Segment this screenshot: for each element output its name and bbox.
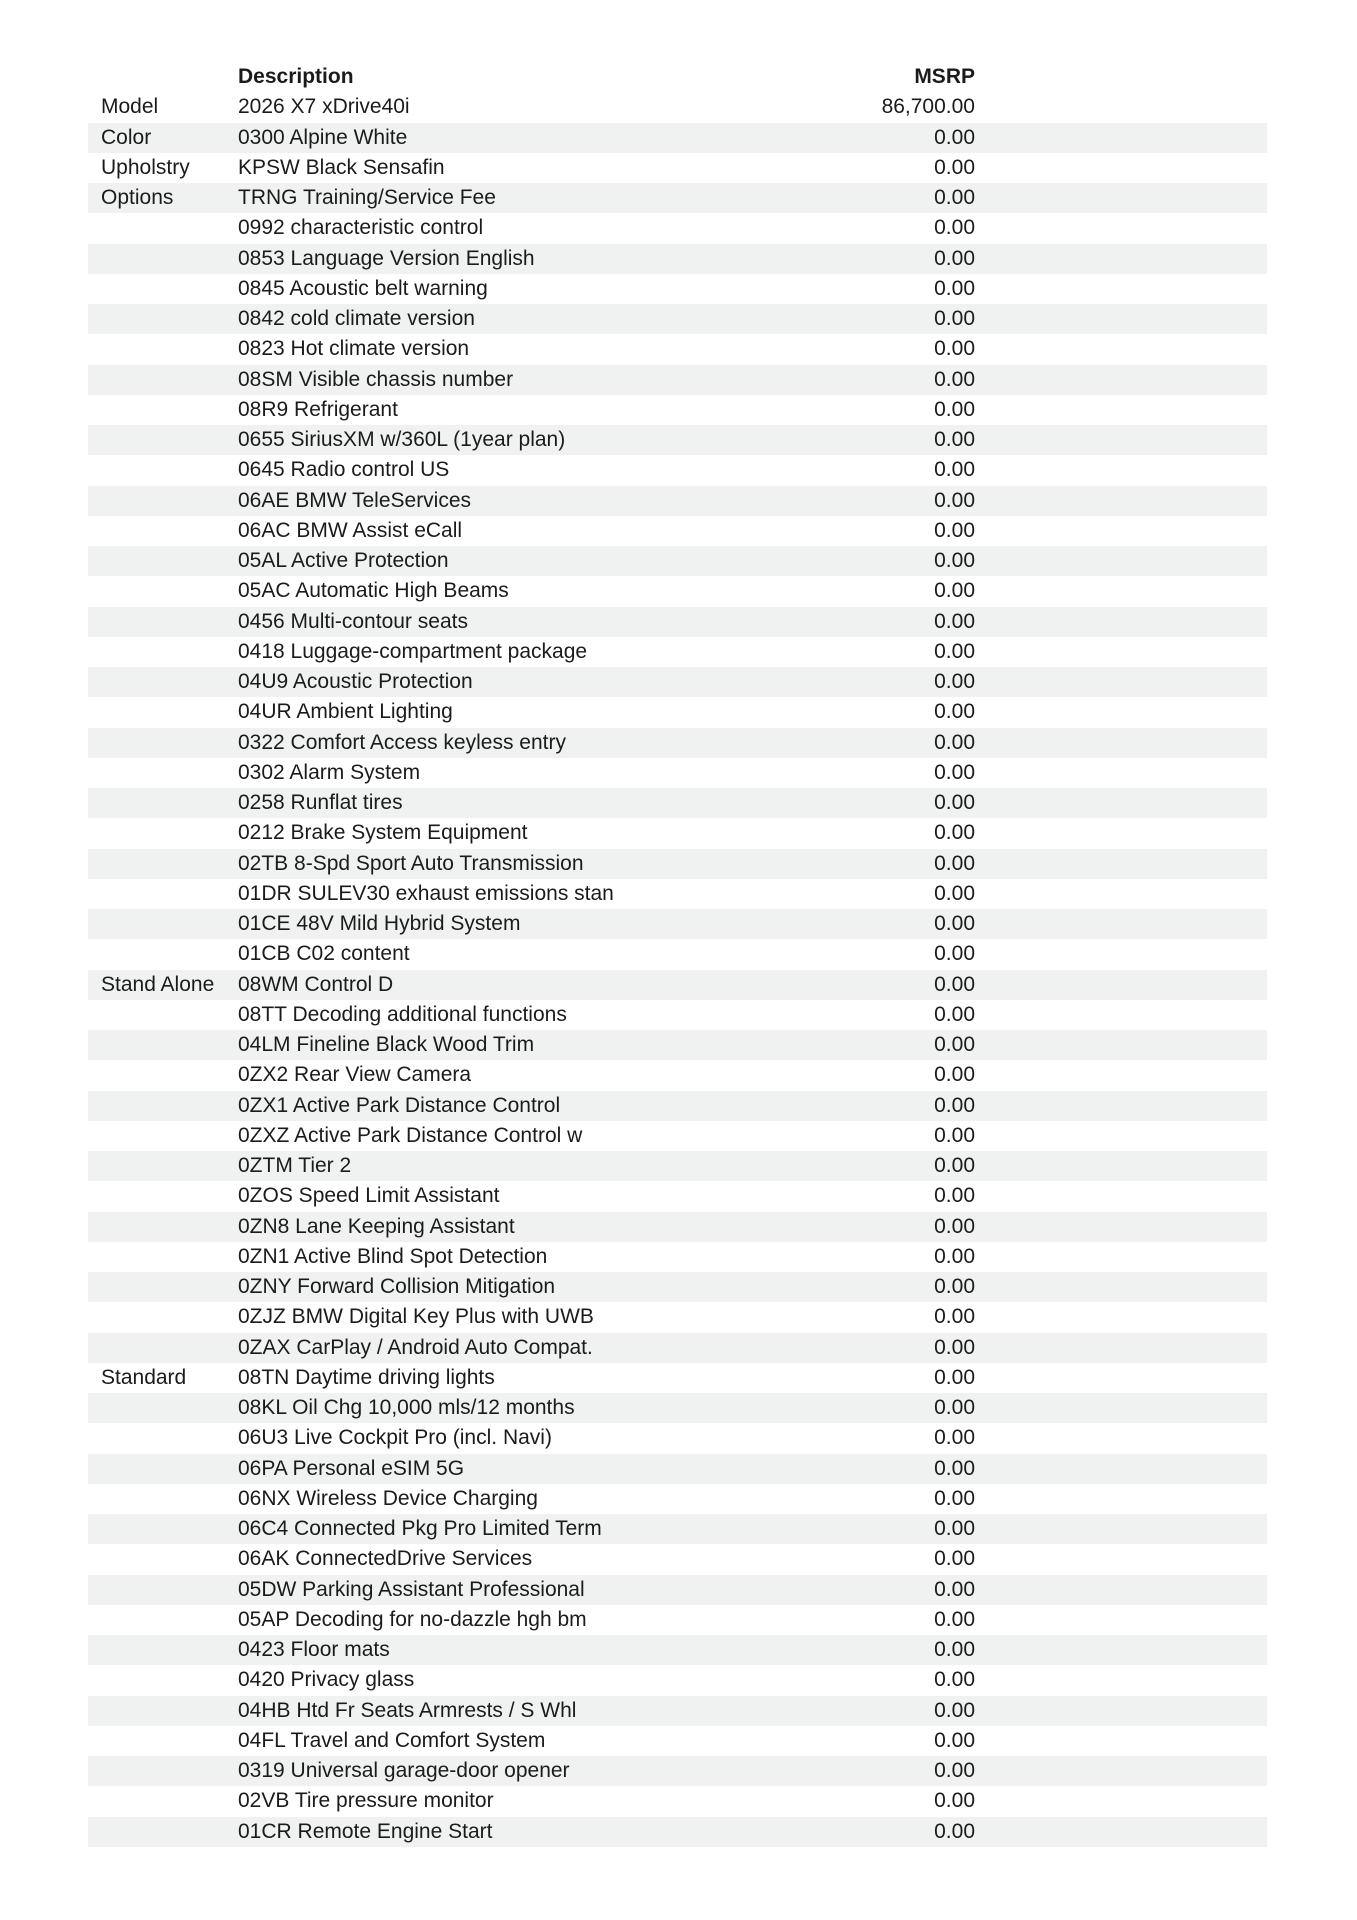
row-msrp: 0.00 [934, 881, 975, 905]
table-row [88, 1091, 1267, 1121]
row-description: 04LM Fineline Black Wood Trim [238, 1033, 535, 1056]
table-row [88, 274, 1267, 304]
row-description: 0212 Brake System Equipment [238, 821, 528, 845]
row-description: 0655 SiriusXM w/360L (1year plan) [238, 428, 566, 451]
row-msrp: 0.00 [934, 397, 975, 421]
row-description: 0ZTM Tier 2 [238, 1154, 352, 1177]
table-row [88, 1121, 1267, 1151]
row-msrp: 0.00 [934, 821, 975, 845]
row-description: 0258 Runflat tires [238, 791, 403, 814]
table-row [88, 123, 1267, 153]
row-msrp: 0.00 [934, 1335, 975, 1359]
row-description: 02VB Tire pressure monitor [238, 1789, 494, 1813]
row-description: 05AC Automatic High Beams [238, 579, 509, 603]
table-row [88, 637, 1267, 667]
table-row [88, 1786, 1267, 1816]
row-description: 06AE BMW TeleServices [238, 488, 472, 512]
row-description: 0ZX2 Rear View Camera [238, 1063, 472, 1087]
row-msrp: 0.00 [934, 1214, 975, 1238]
row-description: 06AC BMW Assist eCall [238, 518, 463, 542]
row-description: 0ZJZ BMW Digital Key Plus with UWB [238, 1305, 594, 1329]
row-description: 08KL Oil Chg 10,000 mls/12 months [238, 1396, 575, 1419]
row-msrp: 0.00 [934, 1093, 975, 1117]
table-row [88, 788, 1267, 818]
table-row [88, 1484, 1267, 1514]
table-row [88, 1030, 1267, 1060]
row-msrp: 0.00 [934, 1638, 975, 1661]
row-msrp: 0.00 [934, 972, 975, 996]
table-body [88, 92, 1267, 1847]
table-row [88, 1665, 1267, 1695]
row-msrp: 0.00 [934, 1698, 975, 1722]
row-description: 08SM Visible chassis number [238, 367, 514, 391]
table-row [88, 667, 1267, 697]
row-msrp: 0.00 [934, 428, 975, 451]
row-msrp: 0.00 [934, 639, 975, 663]
row-description: 0456 Multi-contour seats [238, 609, 468, 633]
row-description: 04UR Ambient Lighting [238, 700, 453, 724]
row-msrp: 0.00 [934, 1154, 975, 1177]
row-description: 0992 characteristic control [238, 216, 484, 240]
row-msrp: 0.00 [934, 307, 975, 330]
row-description: 01CB C02 content [238, 942, 410, 966]
row-description: 06AK ConnectedDrive Services [238, 1547, 533, 1571]
table-row [88, 395, 1267, 425]
row-msrp: 0.00 [934, 1033, 975, 1056]
table-row [88, 1575, 1267, 1605]
row-msrp: 0.00 [934, 730, 975, 754]
row-description: 06U3 Live Cockpit Pro (incl. Navi) [238, 1426, 552, 1450]
table-row [88, 1000, 1267, 1030]
table-row [88, 1181, 1267, 1211]
row-msrp: 0.00 [934, 458, 975, 482]
row-msrp: 0.00 [934, 1456, 975, 1480]
table-row [88, 213, 1267, 243]
table-row [88, 455, 1267, 485]
row-msrp: 0.00 [934, 1396, 975, 1419]
row-msrp: 0.00 [934, 579, 975, 603]
table-row [88, 879, 1267, 909]
vehicle-pricing-table [88, 62, 1267, 1847]
row-description: 01DR SULEV30 exhaust emissions stan [238, 881, 614, 905]
table-row [88, 1302, 1267, 1332]
row-description: 0420 Privacy glass [238, 1668, 415, 1692]
row-description: 04U9 Acoustic Protection [238, 670, 473, 693]
table-row [88, 1817, 1267, 1847]
table-row [88, 1726, 1267, 1756]
row-msrp: 0.00 [934, 276, 975, 300]
row-msrp: 0.00 [934, 912, 975, 935]
row-description: 05DW Parking Assistant Professional [238, 1577, 585, 1601]
row-msrp: 0.00 [934, 216, 975, 240]
table-row [88, 1151, 1267, 1181]
table-row [88, 909, 1267, 939]
row-description: 06PA Personal eSIM 5G [238, 1456, 465, 1480]
row-description: 08WM Control D [238, 972, 394, 996]
table-row [88, 1635, 1267, 1665]
row-description: 2026 X7 xDrive40i [238, 95, 410, 119]
row-description: 01CE 48V Mild Hybrid System [238, 912, 521, 935]
row-description: 0823 Hot climate version [238, 337, 470, 361]
row-msrp: 0.00 [934, 1184, 975, 1208]
row-description: 0845 Acoustic belt warning [238, 276, 488, 300]
table-row [88, 849, 1267, 879]
table-row [88, 1242, 1267, 1272]
table-row [88, 1212, 1267, 1242]
row-msrp: 0.00 [934, 155, 975, 179]
row-description: TRNG Training/Service Fee [238, 186, 496, 209]
table-header-row [88, 62, 1267, 92]
row-description: 0ZN1 Active Blind Spot Detection [238, 1244, 548, 1268]
row-msrp: 0.00 [934, 1819, 975, 1843]
row-msrp: 0.00 [934, 1063, 975, 1087]
row-category: Color [101, 125, 152, 149]
row-msrp: 0.00 [934, 125, 975, 149]
row-msrp: 0.00 [934, 1789, 975, 1813]
row-description: 0842 cold climate version [238, 307, 475, 330]
row-msrp: 0.00 [934, 1365, 975, 1389]
table-row [88, 486, 1267, 516]
row-msrp: 0.00 [934, 337, 975, 361]
row-msrp: 0.00 [934, 1517, 975, 1540]
table-row [88, 304, 1267, 334]
row-description: 0322 Comfort Access keyless entry [238, 730, 566, 754]
row-msrp: 0.00 [934, 246, 975, 270]
table-row [88, 1696, 1267, 1726]
table-row [88, 939, 1267, 969]
table-row [88, 1060, 1267, 1090]
row-category: Model [101, 95, 159, 119]
row-description: 08TN Daytime driving lights [238, 1365, 495, 1389]
row-msrp: 0.00 [934, 1547, 975, 1571]
row-description: 0ZX1 Active Park Distance Control [238, 1093, 561, 1117]
row-msrp: 0.00 [934, 670, 975, 693]
row-description: 0302 Alarm System [238, 760, 421, 784]
row-description: 01CR Remote Engine Start [238, 1819, 493, 1843]
table-row [88, 1393, 1267, 1423]
row-description: 04FL Travel and Comfort System [238, 1728, 546, 1752]
row-description: 0ZNY Forward Collision Mitigation [238, 1275, 556, 1298]
table-row [88, 153, 1267, 183]
row-description: 0418 Luggage-compartment package [238, 639, 588, 663]
table-row [88, 516, 1267, 546]
row-description: 0853 Language Version English [238, 246, 535, 270]
row-msrp: 0.00 [934, 942, 975, 966]
table-row [88, 1756, 1267, 1786]
row-msrp: 0.00 [934, 1607, 975, 1631]
table-row [88, 425, 1267, 455]
table-row [88, 1454, 1267, 1484]
row-description: 05AP Decoding for no-dazzle hgh bm [238, 1607, 587, 1631]
row-msrp: 0.00 [934, 1759, 975, 1782]
row-description: 08TT Decoding additional functions [238, 1002, 567, 1026]
table-row [88, 365, 1267, 395]
column-header-msrp: MSRP [914, 65, 975, 88]
row-description: 02TB 8-Spd Sport Auto Transmission [238, 851, 584, 875]
row-msrp: 0.00 [934, 367, 975, 391]
row-msrp: 0.00 [934, 518, 975, 542]
row-description: 06C4 Connected Pkg Pro Limited Term [238, 1517, 602, 1540]
row-msrp: 0.00 [934, 1486, 975, 1510]
row-description: KPSW Black Sensafin [238, 155, 445, 179]
row-msrp: 0.00 [934, 186, 975, 209]
row-msrp: 0.00 [934, 1123, 975, 1147]
row-msrp: 0.00 [934, 1002, 975, 1026]
row-msrp: 0.00 [934, 549, 975, 572]
table-row [88, 818, 1267, 848]
row-description: 0645 Radio control US [238, 458, 450, 482]
row-msrp: 0.00 [934, 1577, 975, 1601]
row-description: 0300 Alpine White [238, 125, 408, 149]
row-msrp: 0.00 [934, 1668, 975, 1692]
table-row [88, 1423, 1267, 1453]
table-row [88, 546, 1267, 576]
row-description: 0423 Floor mats [238, 1638, 390, 1661]
table-row [88, 970, 1267, 1000]
row-msrp: 0.00 [934, 488, 975, 512]
table-row [88, 1514, 1267, 1544]
table-row [88, 92, 1267, 122]
row-msrp: 0.00 [934, 791, 975, 814]
row-description: 0ZXZ Active Park Distance Control w [238, 1123, 583, 1147]
table-row [88, 607, 1267, 637]
table-row [88, 576, 1267, 606]
row-msrp: 0.00 [934, 1426, 975, 1450]
row-category: Upholstry [101, 155, 190, 179]
row-msrp: 0.00 [934, 1728, 975, 1752]
table-row [88, 244, 1267, 274]
row-description: 06NX Wireless Device Charging [238, 1486, 538, 1510]
table-row [88, 183, 1267, 213]
row-description: 0319 Universal garage-door opener [238, 1759, 570, 1782]
table-row [88, 1272, 1267, 1302]
row-description: 0ZN8 Lane Keeping Assistant [238, 1214, 515, 1238]
table-row [88, 1605, 1267, 1635]
row-category: Stand Alone [101, 972, 215, 996]
row-category: Standard [101, 1365, 187, 1389]
table-row [88, 1363, 1267, 1393]
row-description: 04HB Htd Fr Seats Armrests / S Whl [238, 1698, 577, 1722]
table-row [88, 728, 1267, 758]
table-row [88, 334, 1267, 364]
row-msrp: 0.00 [934, 1305, 975, 1329]
row-msrp: 0.00 [934, 700, 975, 724]
row-msrp: 0.00 [934, 1244, 975, 1268]
row-msrp: 0.00 [934, 1275, 975, 1298]
row-description: 08R9 Refrigerant [238, 397, 398, 421]
table-row [88, 697, 1267, 727]
table-row [88, 1544, 1267, 1574]
row-msrp: 0.00 [934, 760, 975, 784]
row-msrp: 86,700.00 [881, 95, 975, 119]
row-category: Options [101, 186, 174, 209]
table-row [88, 758, 1267, 788]
row-description: 0ZAX CarPlay / Android Auto Compat. [238, 1335, 593, 1359]
table-row [88, 1333, 1267, 1363]
row-msrp: 0.00 [934, 851, 975, 875]
row-msrp: 0.00 [934, 609, 975, 633]
row-description: 05AL Active Protection [238, 549, 449, 572]
column-header-description: Description [238, 65, 354, 88]
row-description: 0ZOS Speed Limit Assistant [238, 1184, 500, 1208]
